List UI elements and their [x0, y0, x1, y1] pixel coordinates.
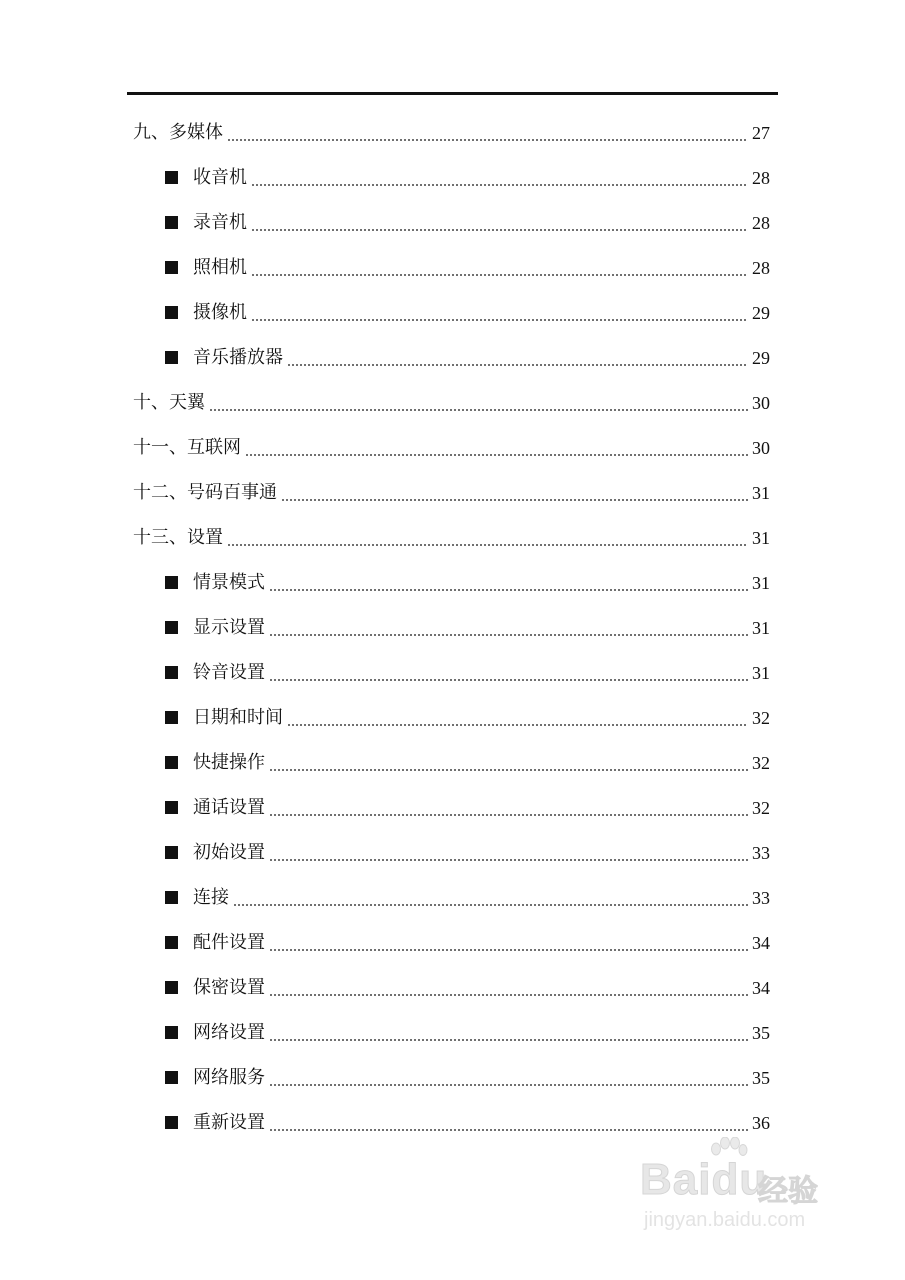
toc-entry[interactable] [133, 155, 770, 200]
toc-entry-page: 29 [752, 302, 770, 323]
toc-entry[interactable] [133, 875, 770, 920]
square-bullet-icon [165, 1116, 178, 1129]
toc-entry-label: 配件设置 [193, 931, 265, 953]
toc-entry[interactable] [133, 1010, 770, 1055]
toc-entry-label: 日期和时间 [193, 706, 283, 728]
toc-entry-label: 九、多媒体 [133, 121, 223, 143]
toc-entry-page: 31 [752, 662, 770, 683]
toc-entry-label: 铃音设置 [193, 661, 265, 683]
dot-leader [245, 454, 748, 456]
dot-leader [227, 544, 748, 546]
toc-entry[interactable] [133, 110, 770, 155]
toc-entry-label: 十三、设置 [133, 526, 223, 548]
toc-entry[interactable] [133, 1055, 770, 1100]
toc-entry-page: 30 [752, 392, 770, 413]
toc-entry-label: 通话设置 [193, 796, 265, 818]
toc-entry[interactable] [133, 200, 770, 245]
dot-leader [269, 814, 748, 816]
toc-entry-page: 28 [752, 167, 770, 188]
dot-leader [269, 949, 748, 951]
toc-entry-label: 十一、互联网 [133, 436, 241, 458]
toc-entry-label: 显示设置 [193, 616, 265, 638]
toc-entry[interactable] [133, 785, 770, 830]
toc-entry[interactable] [133, 290, 770, 335]
toc-entry-label: 网络设置 [193, 1021, 265, 1043]
dot-leader [233, 904, 748, 906]
toc-entry-page: 27 [752, 122, 770, 143]
dot-leader [269, 679, 748, 681]
dot-leader [251, 184, 748, 186]
toc-entry[interactable] [133, 650, 770, 695]
header-rule [127, 92, 778, 95]
toc-entry-page: 33 [752, 887, 770, 908]
dot-leader [269, 1084, 748, 1086]
toc-entry[interactable] [133, 605, 770, 650]
toc-entry[interactable] [133, 695, 770, 740]
toc-entry-page: 31 [752, 572, 770, 593]
dot-leader [269, 1039, 748, 1041]
dot-leader [251, 274, 748, 276]
toc-entry-label: 十、天翼 [133, 391, 205, 413]
dot-leader [269, 859, 748, 861]
watermark-tagline: 经验 [758, 1174, 818, 1209]
square-bullet-icon [165, 891, 178, 904]
toc-entry-label: 初始设置 [193, 841, 265, 863]
square-bullet-icon [165, 756, 178, 769]
toc-entry[interactable] [133, 245, 770, 290]
toc-entry-label: 情景模式 [193, 571, 265, 593]
toc-entry-label: 收音机 [193, 166, 247, 188]
toc-entry-label: 保密设置 [193, 976, 265, 998]
toc-entry-label: 音乐播放器 [193, 346, 283, 368]
toc-entry[interactable] [133, 830, 770, 875]
toc-entry-page: 28 [752, 257, 770, 278]
toc-entry-label: 重新设置 [193, 1111, 265, 1133]
square-bullet-icon [165, 1026, 178, 1039]
square-bullet-icon [165, 261, 178, 274]
square-bullet-icon [165, 936, 178, 949]
toc-entry[interactable] [133, 560, 770, 605]
watermark-brand: Baidu [640, 1155, 768, 1204]
dot-leader [287, 724, 748, 726]
toc-entry[interactable] [133, 335, 770, 380]
toc-entry[interactable] [133, 740, 770, 785]
toc-entry-label: 十二、号码百事通 [133, 481, 277, 503]
toc-entry-page: 35 [752, 1067, 770, 1088]
toc-entry-page: 31 [752, 617, 770, 638]
table-of-contents [133, 110, 770, 1145]
toc-entry[interactable] [133, 515, 770, 560]
baidu-jingyan-watermark [640, 1145, 850, 1235]
toc-entry-page: 29 [752, 347, 770, 368]
dot-leader [269, 994, 748, 996]
dot-leader [287, 364, 748, 366]
square-bullet-icon [165, 846, 178, 859]
toc-entry[interactable] [133, 965, 770, 1010]
toc-entry-page: 36 [752, 1112, 770, 1133]
dot-leader [281, 499, 748, 501]
toc-entry[interactable] [133, 470, 770, 515]
dot-leader [251, 319, 748, 321]
dot-leader [269, 634, 748, 636]
dot-leader [269, 1129, 748, 1131]
toc-entry-page: 32 [752, 797, 770, 818]
toc-entry-page: 31 [752, 482, 770, 503]
toc-entry-page: 32 [752, 752, 770, 773]
square-bullet-icon [165, 621, 178, 634]
toc-entry-page: 28 [752, 212, 770, 233]
dot-leader [209, 409, 748, 411]
toc-entry-page: 34 [752, 977, 770, 998]
square-bullet-icon [165, 351, 178, 364]
square-bullet-icon [165, 801, 178, 814]
toc-entry[interactable] [133, 425, 770, 470]
toc-entry-label: 快捷操作 [193, 751, 265, 773]
dot-leader [269, 589, 748, 591]
square-bullet-icon [165, 216, 178, 229]
toc-entry-label: 网络服务 [193, 1066, 265, 1088]
square-bullet-icon [165, 576, 178, 589]
square-bullet-icon [165, 1071, 178, 1084]
dot-leader [227, 139, 748, 141]
square-bullet-icon [165, 711, 178, 724]
toc-entry[interactable] [133, 380, 770, 425]
toc-entry-page: 35 [752, 1022, 770, 1043]
dot-leader [251, 229, 748, 231]
toc-entry-page: 33 [752, 842, 770, 863]
square-bullet-icon [165, 306, 178, 319]
toc-entry-page: 31 [752, 527, 770, 548]
toc-entry[interactable] [133, 920, 770, 965]
toc-entry[interactable] [133, 1100, 770, 1145]
toc-entry-page: 30 [752, 437, 770, 458]
square-bullet-icon [165, 171, 178, 184]
toc-entry-page: 32 [752, 707, 770, 728]
toc-entry-page: 34 [752, 932, 770, 953]
watermark-url: jingyan.baidu.com [644, 1209, 806, 1231]
square-bullet-icon [165, 666, 178, 679]
toc-entry-label: 连接 [193, 886, 229, 908]
toc-entry-label: 录音机 [193, 211, 247, 233]
square-bullet-icon [165, 981, 178, 994]
toc-entry-label: 摄像机 [193, 301, 247, 323]
dot-leader [269, 769, 748, 771]
toc-entry-label: 照相机 [193, 256, 247, 278]
